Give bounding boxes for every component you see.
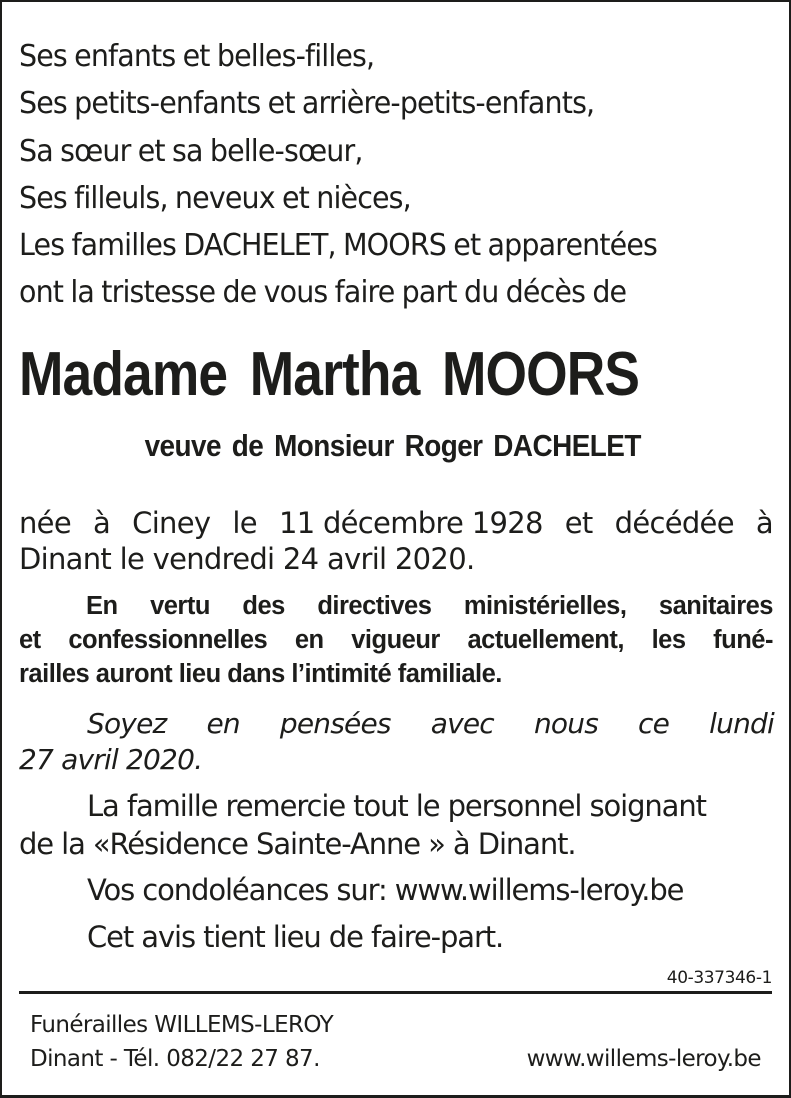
directives-word: confessionnelles (68, 626, 268, 654)
thanks-line-1: La famille remercie tout le personnel soignant (87, 789, 706, 823)
directives-word: actuellement, (467, 626, 624, 654)
footer-divider (19, 991, 772, 994)
birth-word: née (19, 506, 71, 540)
family-line: Ses filleuls, neveux et nièces, (19, 180, 411, 216)
birth-word: et (564, 506, 593, 540)
thoughts-word: avec (430, 707, 494, 740)
birth-line-1 (19, 505, 773, 541)
thoughts-word: pensées (279, 707, 391, 740)
directives-line-3: railles auront lieu dans l’intimité familiale. (19, 660, 502, 688)
thoughts-date: 27 avril 2020. (19, 743, 203, 776)
directives-word: les (651, 626, 686, 654)
reference-number: 40-337346-1 (666, 968, 772, 988)
thanks-line-2: de la «Résidence Sainte-Anne » à Dinant. (19, 827, 576, 861)
thoughts-word: ce (638, 707, 670, 740)
family-list (19, 33, 657, 317)
birth-death-paragraph (19, 505, 773, 577)
widow-of-line (0, 426, 791, 466)
family-line: Les familles DACHELET, MOORS et apparentées (19, 228, 658, 264)
directives-word: vigueur (351, 626, 440, 654)
thoughts-paragraph (19, 706, 774, 778)
thanks-paragraph (19, 787, 779, 863)
directives-word: et (19, 626, 41, 654)
thoughts-line-1 (19, 706, 774, 742)
directives-word: en (294, 626, 324, 654)
directives-word: sanitaires (658, 592, 773, 620)
death-line: Dinant le vendredi 24 avril 2020. (19, 542, 475, 576)
family-line: Ses enfants et belles-filles, (19, 39, 375, 74)
directives-word: vertu (150, 592, 210, 620)
directives-paragraph (19, 589, 773, 691)
condolences-line: Vos condoléances sur: www.willems-leroy.be (87, 873, 684, 907)
thoughts-word: en (206, 707, 240, 740)
funeral-company-phone: Dinant - Tél. 082/22 27 87. (30, 1046, 320, 1072)
directives-word: directives (317, 592, 432, 620)
deceased-name: Madame Martha MOORS (19, 340, 640, 409)
birth-word: Ciney (132, 506, 211, 540)
birth-date: 11 décembre 1928 (278, 506, 543, 540)
directives-word: ministérielles, (463, 592, 627, 620)
notice-line: Cet avis tient lieu de faire-part. (87, 920, 504, 954)
announcement-line: ont la tristesse de vous faire part du décès de (19, 275, 627, 311)
family-line: Sa sœur et sa belle-sœur, (19, 133, 363, 169)
birth-word: le (232, 506, 257, 540)
directives-line-1 (19, 589, 773, 623)
directives-word: En (86, 592, 118, 620)
birth-word: à (93, 506, 111, 540)
directives-line-2 (19, 623, 773, 657)
thoughts-word: lundi (709, 707, 774, 740)
thoughts-word: Soyez (87, 707, 167, 740)
directives-word: des (242, 592, 285, 620)
widow-of-text: veuve de Monsieur Roger DACHELET (144, 428, 641, 463)
birth-word: décédée (614, 506, 734, 540)
funeral-company-website: www.willems-leroy.be (526, 1046, 761, 1072)
funeral-company-name: Funérailles WILLEMS-LEROY (30, 1012, 334, 1038)
directives-word: funé- (713, 626, 773, 654)
family-line: Ses petits-enfants et arrière-petits-enfants, (19, 86, 595, 122)
birth-word: à (755, 506, 773, 540)
thoughts-word: nous (533, 707, 598, 740)
